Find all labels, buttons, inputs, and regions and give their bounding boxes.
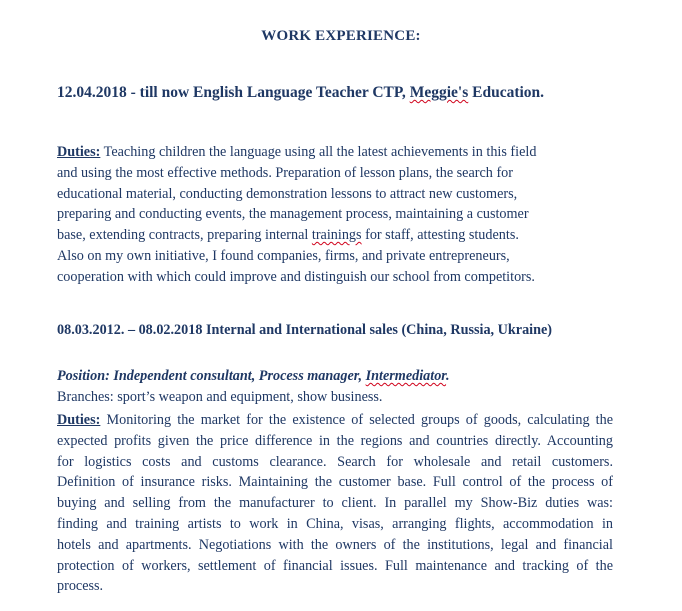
job-title-english-teacher	[57, 84, 544, 102]
text-line: preparing and conducting events, the management process, maintaining a customer	[57, 206, 529, 223]
duties-label: Duties:	[57, 144, 101, 160]
text-line-content: base, extending contracts, preparing internal	[57, 227, 312, 244]
text-line	[57, 142, 617, 163]
text-line: educational material, conducting demonstration lessons to attract new customers,	[57, 185, 518, 202]
text-line	[57, 410, 613, 431]
position-text: Position: Independent consultant, Process manager,	[57, 368, 366, 384]
spellcheck-word: trainings	[311, 227, 362, 244]
text-line: for logistics costs and customs clearance. Search for wholesale and retail customers.	[57, 453, 613, 470]
spellcheck-word: Meggie's	[409, 84, 469, 101]
job2-duties-paragraph	[57, 410, 613, 597]
text-line: process.	[57, 578, 104, 595]
text-line: protection of workers, settlement of financial issues. Full maintenance and tracking of the	[57, 557, 613, 574]
job-title-sales: 08.03.2012. – 08.02.2018 Internal and International sales (China, Russia, Ukraine)	[57, 322, 553, 338]
job-title-text: 12.04.2018 - till now English Language Teacher CTP,	[57, 84, 410, 101]
branches-line: Branches: sport’s weapon and equipment, show business.	[57, 389, 383, 405]
section-heading: WORK EXPERIENCE:	[261, 28, 421, 44]
duties-label: Duties:	[57, 412, 101, 428]
job1-duties-paragraph	[57, 142, 617, 288]
text-line: buying and selling from the manufacturer to client. In parallel my Show-Biz duties was:	[57, 495, 613, 512]
text-line	[57, 225, 617, 246]
text-line-content: Monitoring the market for the existence of selected groups of goods, calculating the	[100, 412, 613, 428]
spellcheck-word: Intermediator	[365, 368, 447, 384]
text-line: finding and training artists to work in China, visas, arranging flights, accommodation in	[57, 515, 613, 532]
text-line: hotels and apartments. Negotiations with the owners of the institutions, legal and financial	[57, 536, 613, 553]
text-line: expected profits given the price difference in the regions and countries directly. Accounting	[57, 432, 613, 449]
text-line: Also on my own initiative, I found companies, firms, and private entrepreneurs,	[57, 247, 510, 264]
text-line-content: for staff, attesting students.	[361, 227, 519, 244]
text-line: Definition of insurance risks. Maintaining the customer base. Full control of the process of	[57, 474, 613, 491]
text-line-content: Teaching children the language using all the latest achievements in this field	[100, 144, 537, 160]
job-title-text-end: Education.	[468, 84, 545, 101]
text-line: cooperation with which could improve and distinguish our school from competitors.	[57, 268, 535, 285]
position-text-end: .	[446, 368, 450, 384]
position-line	[57, 368, 450, 385]
text-line: and using the most effective methods. Preparation of lesson plans, the search for	[57, 164, 513, 181]
